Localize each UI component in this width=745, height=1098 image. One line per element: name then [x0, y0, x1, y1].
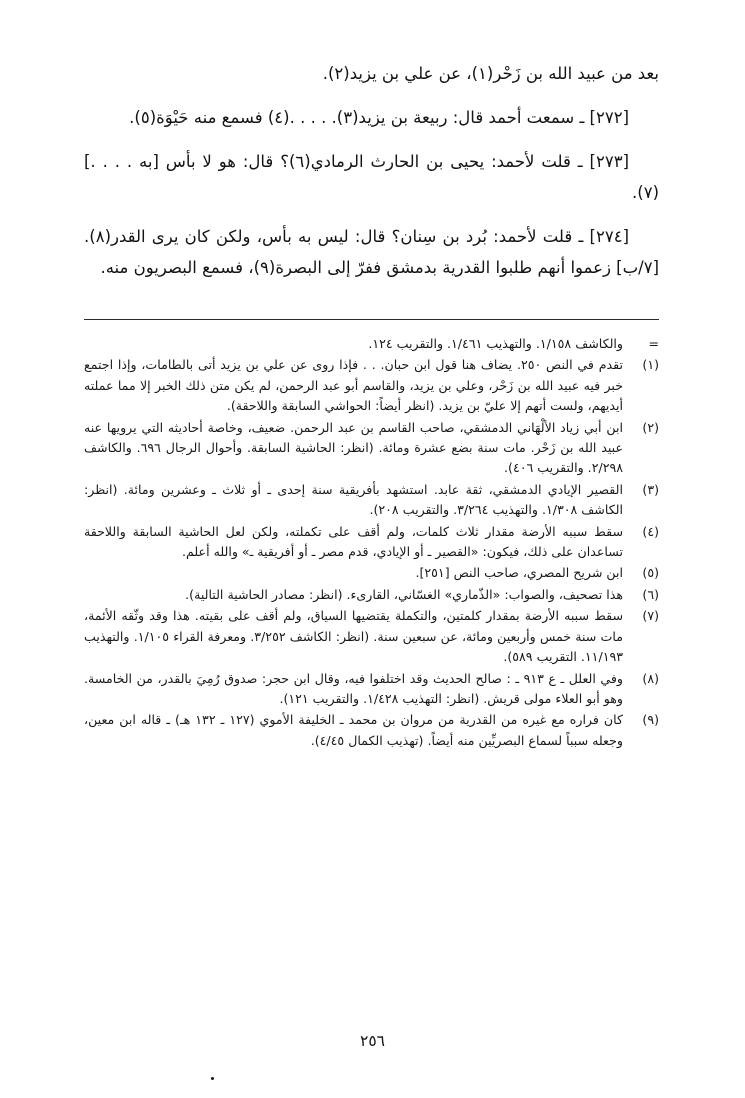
footnote-marker: (٢) — [642, 419, 659, 435]
footnote-5 — [84, 563, 659, 583]
footnote-9 — [84, 710, 659, 751]
footnote-continuation-marker: = — [648, 336, 659, 351]
footnote-text: تقدم في النص ٢٥٠. يضاف هنا قول ابن حبان. . . فإذا روى عن علي بن يزيد أتى بالطامات، وإذا اجتمع خبر فيه عبيد الله بن زَحْر، وعلي بن يزيد، والقاسم أبو عبد الرحمن، لم يكن متن ذلك الخبر إلا مما عملته أيديهم، ولست أتهم إلا عليّ بن يزيد. (انظر أيضاً: الحواشي السابقة واللاحقة). — [84, 357, 623, 414]
footnote-text: كان فراره مع غيره من القدرية من مروان بن محمد ـ الخليفة الأموي (١٢٧ ـ ١٣٢ هـ) ـ قاله ابن معين، وجعله سبباً لسماع البصريِّين منه أيضاً. (تهذيب الكمال ٤/٤٥). — [84, 712, 623, 748]
footnote-text: سقط سببه الأرضة بمقدار كلمتين، والتكملة يقتضيها السياق، ولم أقف على بقيته. هذا وقد وثّقه الأئمة، مات سنة خمس وأربعين ومائة، عن سبعين سنة. (انظر: الكاشف ٣/٢٥٢. ومعرفة القراء ١/١٠٥. والتهذيب ١١/١٩٣. التقريب ٥٨٩). — [84, 608, 623, 665]
footnote-continuation-text: والكاشف ١/١٥٨. والتهذيب ١/٤٦١. والتقريب ١٢٤. — [368, 336, 623, 351]
paragraph-continuation: بعد من عبيد الله بن زَحْر(١)، عن علي بن يزيد(٢). — [322, 64, 659, 83]
footnote-2 — [84, 418, 659, 479]
footnote-text: ابن أبي زياد الألْهَاني الدمشقي، صاحب القاسم بن عبد الرحمن. ضعيف، وخاصة أحاديثه التي يرويها عنه عبيد الله بن زَحْر. مات سنة بضع عشرة ومائة. (انظر: الحاشية السابقة. وأحوال الرجال ٦٩٦. والكاشف ٢/٢٩٨. والتقريب ٤٠٦). — [84, 419, 624, 476]
footnote-6 — [84, 585, 659, 605]
footnote-text: ابن شريح المصري، صاحب النص [٢٥١]. — [415, 565, 623, 581]
footnote-4 — [84, 522, 659, 563]
footnote-marker: (٧) — [642, 608, 659, 624]
ink-dot — [211, 1077, 214, 1080]
footnote-marker: (٦) — [642, 586, 659, 602]
footnote-marker: (١) — [642, 357, 659, 373]
footnote-marker: (٨) — [642, 670, 659, 686]
footnote-separator — [84, 319, 659, 320]
footnote-text: سقط سببه الأرضة مقدار ثلاث كلمات، ولم أقف على تكملته، ولكن لعل الحاشية السابقة واللاحقة تساعدان على ذلك، فيكون: «القصير ـ أو الإيادي، قدم مصر ـ أو أفريقية ـ» والله أعلم. — [84, 523, 623, 560]
footnote-text: هذا تصحيف، والصواب: «الذّماري» الغسّاني، القارىء. (انظر: مصادر الحاشية التالية). — [185, 586, 623, 602]
entry-272: [٢٧٢] ـ سمعت أحمد قال: ربيعة بن يزيد(٣). . . . .(٤) فسمع منه حَيْوَة(٥). — [129, 108, 629, 127]
entry-274: [٢٧٤] ـ قلت لأحمد: بُرد بن سِنان؟ قال: ليس به بأس، ولكن كان يرى القدر(٨). [٧/ب] زعموا أنهم طلبوا القدرية بدمشق ففرّ إلى البصرة(٩)، فسمع البصريون منه. — [84, 227, 659, 277]
entry-273: [٢٧٣] ـ قلت لأحمد: يحيى بن الحارث الرمادي(٦)؟ قال: هو لا بأس [به . . . .](٧). — [84, 152, 659, 202]
footnote-1 — [84, 355, 659, 416]
footnotes-section — [84, 334, 659, 751]
footnote-marker: (٥) — [642, 565, 659, 581]
footnote-text: القصير الإيادي الدمشقي، ثقة عابد. استشهد بأفريقية سنة إحدى ـ أو ثلاث ـ وعشرين ومائة. (انظر: الكاشف ١/٣٠٨. والتهذيب ٣/٢٦٤. والتقريب ٢٠٨). — [84, 481, 623, 518]
footnote-8 — [84, 669, 659, 710]
footnote-marker: (٩) — [642, 712, 659, 728]
footnote-marker: (٣) — [642, 481, 659, 497]
footnote-3 — [84, 480, 659, 521]
footnote-7 — [84, 606, 659, 667]
footnote-text: وفي العلل ـ ع ٩١٣ ـ : صالح الحديث وقد اختلفوا فيه، وقال ابن حجر: صدوق رُمِيَ بالقدر، من الخامسة. وهو أبو العلاء مولى قريش. (انظر: التهذيب ١/٤٢٨. والتقريب ١٢١). — [84, 670, 623, 706]
footnote-marker: (٤) — [642, 523, 659, 539]
main-text — [84, 58, 659, 283]
page-number: ٢٥٦ — [360, 1032, 385, 1050]
footnote-continuation — [84, 334, 659, 354]
